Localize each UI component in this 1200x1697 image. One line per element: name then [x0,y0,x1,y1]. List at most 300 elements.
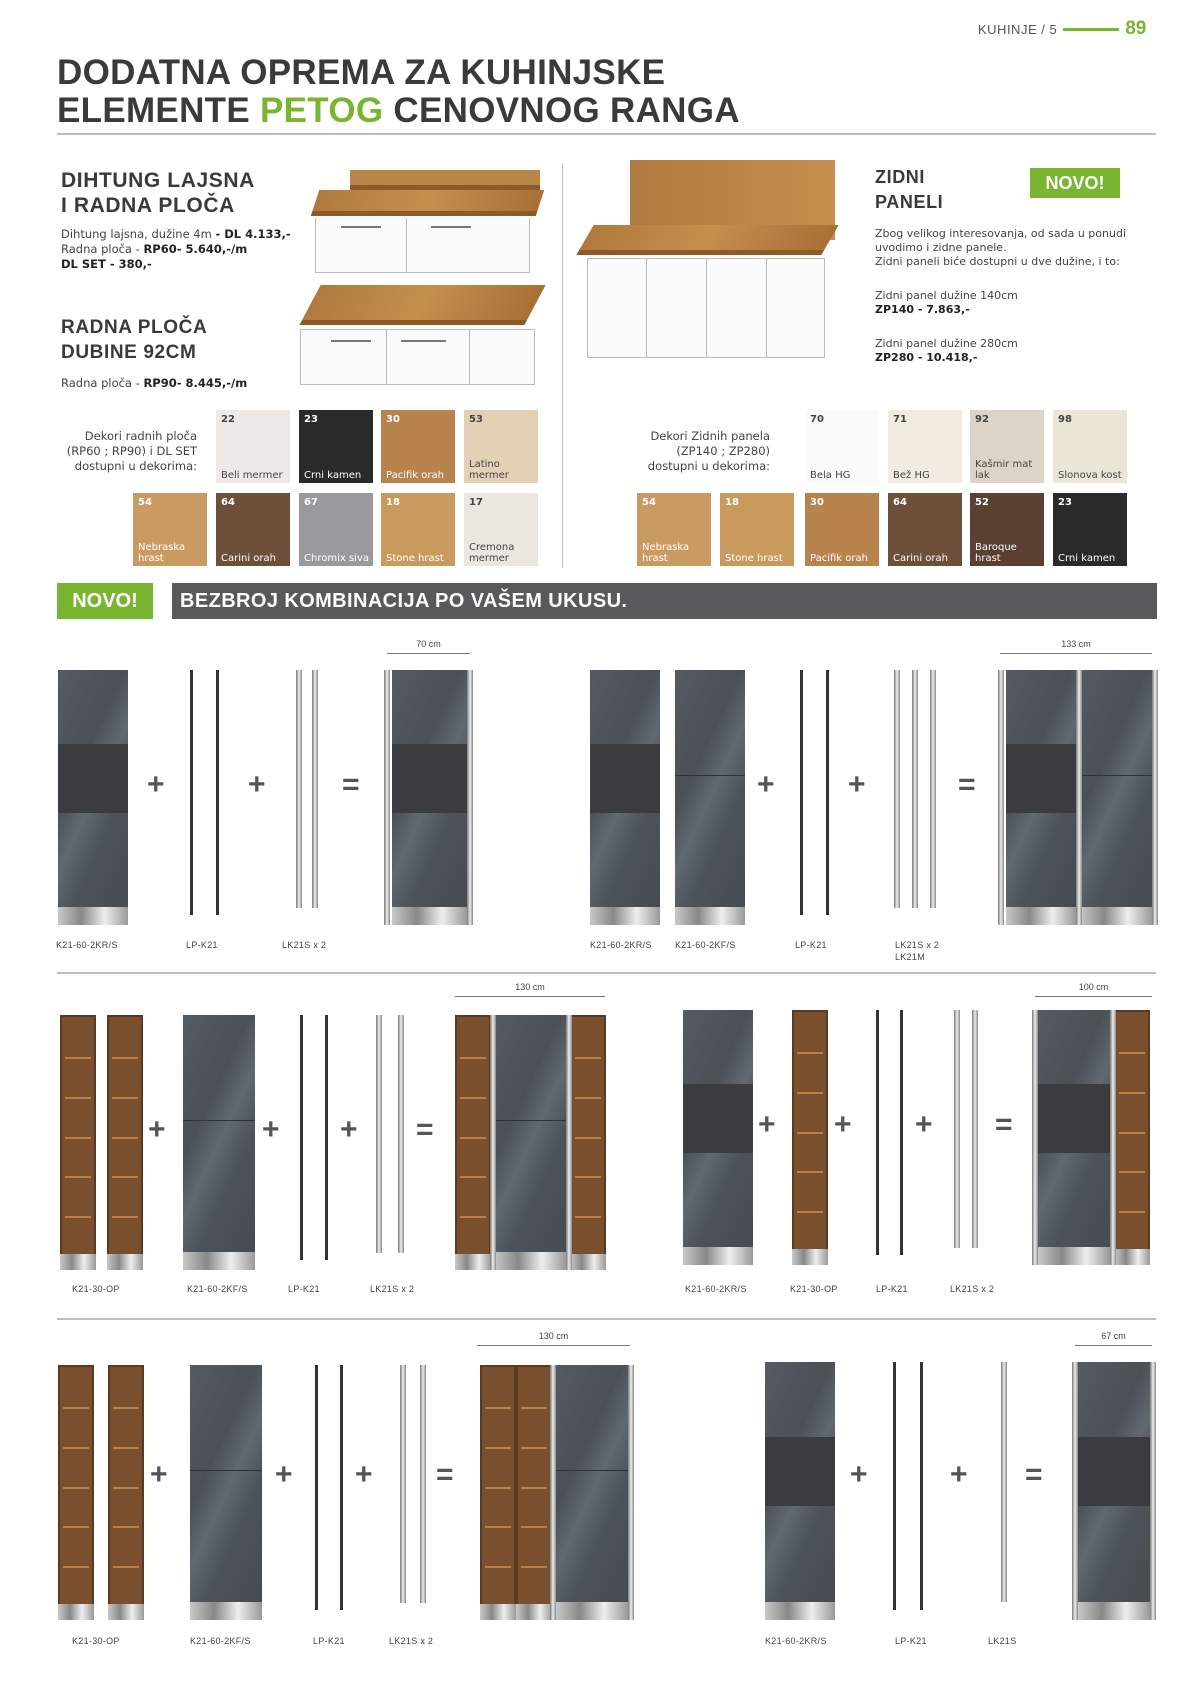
shelf [1119,1132,1145,1134]
component-code: K21-60-2KF/S [190,1636,251,1646]
open-shelf-cabinet [570,1015,606,1270]
plinth [1006,907,1076,925]
swatch-number: 23 [1058,497,1072,508]
dimension-label: 100 cm [1078,982,1109,992]
handle [331,340,371,342]
decor-swatch [133,493,207,566]
dimension-label: 67 cm [1101,1331,1126,1341]
swatch-name: Stone hrast [725,553,783,564]
shelf [1119,1052,1145,1054]
tall-cabinet-oven [1006,670,1076,925]
connecting-profile [1152,670,1158,925]
title-highlight: PETOG [260,91,384,130]
dimension-line [1075,1345,1152,1346]
decor-swatch [637,493,711,566]
oven-niche [392,744,467,813]
shelf [460,1097,486,1099]
open-shelf-cabinet [480,1365,516,1620]
text-line: dostupni u dekorima: [74,459,197,473]
door-split [183,1120,255,1121]
shelf [65,1057,91,1059]
swatch-name: Slonova kost [1058,470,1122,481]
connecting-profile [930,670,936,908]
heading-line: DUBINE 92CM [61,342,197,363]
connecting-profile [1001,1362,1007,1602]
text-line [61,242,311,257]
oven-niche [1006,744,1076,813]
component-code: LK21S x 2 [370,1284,415,1294]
plus-sign: + [150,1458,168,1491]
door-split [386,330,387,384]
connecting-profile [376,1015,382,1253]
section-heading-radna-ploca [61,315,207,365]
connecting-profile [400,1365,406,1603]
swatch-number: 98 [1058,414,1072,425]
plus-sign: + [355,1458,373,1491]
component-code: LP-K21 [876,1284,908,1294]
title-line-1: DODATNA OPREMA ZA KUHINJSKE [57,53,666,92]
decor-swatch [970,493,1044,566]
tall-cabinet-oven [1038,1010,1110,1265]
carcass [300,329,535,385]
plus-sign: + [262,1113,280,1146]
open-shelf-cabinet [107,1015,143,1270]
component-code: K21-60-2KF/S [187,1284,248,1294]
shelf [63,1526,89,1528]
open-shelf-cabinet [516,1365,552,1620]
swatch-number: 52 [975,497,989,508]
upstand [350,170,540,190]
plinth [183,1252,255,1270]
price: RP90- 8.445,-/m [143,376,248,390]
shelf [485,1447,511,1449]
shelf [65,1216,91,1218]
component-code: LK21S [988,1636,1017,1646]
component-code: LP-K21 [288,1284,320,1294]
door-split [494,1120,566,1121]
swatch-name: Pacifik orah [810,553,868,564]
component-code: LP-K21 [795,940,827,950]
swatch-name: Kašmir mat lak [975,459,1033,481]
plus-sign: + [758,1108,776,1141]
swatch-number: 64 [221,497,235,508]
plinth [190,1602,262,1620]
divider [57,133,1156,135]
text-line [875,303,1145,317]
dimension-line [1035,996,1152,997]
swatch-number: 64 [893,497,907,508]
plinth [1114,1249,1150,1265]
swatch-number: 71 [893,414,907,425]
tall-cabinet [183,1015,255,1270]
swatch-number: 54 [642,497,656,508]
handle [431,226,471,228]
text-line: Zidni panel dužine 140cm [875,289,1018,302]
text-line: (ZP140 ; ZP280) [676,444,770,458]
plinth [1080,907,1152,925]
connecting-profile [998,670,1004,925]
text-line: Zidni panel dužine 280cm [875,337,1018,350]
decor-swatch [805,410,879,483]
component-code: K21-60-2KR/S [685,1284,747,1294]
handle [341,226,381,228]
plinth [556,1602,628,1620]
plinth [58,907,128,925]
side-panel [325,1015,328,1260]
door-split [766,259,767,357]
swatch-number: 53 [469,414,483,425]
tall-cabinet-oven [590,670,660,925]
component-code: LK21S x 2 [282,940,327,950]
component-code: LK21S x 2 [895,940,940,950]
shelf [460,1176,486,1178]
plinth [590,907,660,925]
oven-niche [58,744,128,813]
door-split [190,1470,262,1471]
tall-cabinet-oven [392,670,467,925]
connecting-profile [398,1015,404,1253]
price: DL SET - 380,- [61,257,152,271]
connecting-profile [384,670,390,925]
shelf [1119,1171,1145,1173]
tall-cabinet-oven [683,1010,753,1265]
swatch-number: 67 [304,497,318,508]
decor-swatch [464,410,538,483]
page-number: 89 [1125,18,1147,39]
text: Radna ploča - [61,242,144,256]
door-split [556,1470,628,1471]
component-code: LP-K21 [313,1636,345,1646]
component-code: K21-60-2KR/S [590,940,652,950]
zidni-paneli-text [875,227,1145,365]
heading-line: PANELI [875,192,944,212]
door-split [675,775,745,776]
text-line: Zbog velikog interesovanja, od sada u ponudi [875,227,1126,240]
swatch-name: Carini orah [221,553,276,564]
text-line: (RP60 ; RP90) i DL SET [66,444,197,458]
section-heading-dihtung [61,168,255,218]
decor-swatch [299,410,373,483]
plus-sign: + [950,1458,968,1491]
swatch-name: Crni kamen [304,470,362,481]
plinth [392,907,467,925]
category-label: KUHINJE / 5 [978,21,1058,37]
oven-niche [1038,1084,1110,1153]
title-line-2 [57,92,740,130]
connecting-profile [954,1010,960,1248]
shelf [112,1176,138,1178]
swatch-number: 70 [810,414,824,425]
decor-swatch [1053,410,1127,483]
swatch-number: 17 [469,497,483,508]
page-title [57,54,740,130]
door-split [1080,775,1152,776]
side-panel [190,670,193,915]
heading-line: ZIDNI [875,167,925,187]
component-code: LP-K21 [895,1636,927,1646]
equals-sign: = [416,1113,434,1146]
open-shelf-cabinet [792,1010,828,1265]
swatch-name: Baroque hrast [975,542,1017,564]
plinth [494,1252,566,1270]
plinth [792,1249,828,1265]
plus-sign: + [275,1458,293,1491]
component-code: LP-K21 [186,940,218,950]
divider [57,1318,1156,1320]
door-split [469,330,470,384]
side-panel [876,1010,879,1255]
connecting-profile [972,1010,978,1248]
connecting-profile [912,670,918,908]
door-split [646,259,647,357]
shelf [460,1216,486,1218]
oven-niche [683,1084,753,1153]
plus-sign: + [757,768,775,801]
decor-swatch [805,493,879,566]
swatch-name: Pacifik orah [386,470,444,481]
door-split [406,218,407,272]
shelf [112,1057,138,1059]
carcass [315,218,530,273]
text-line [61,227,311,242]
shelf [521,1407,547,1409]
tall-cabinet-oven [765,1362,835,1620]
decor-swatch [888,410,962,483]
plus-sign: + [248,768,266,801]
combo-headline: BEZBROJ KOMBINACIJA PO VAŠEM UKUSU. [172,583,1157,619]
shelf [112,1137,138,1139]
equals-sign: = [1025,1458,1043,1491]
connecting-profile [1032,1010,1038,1265]
shelf [485,1566,511,1568]
dimension-label: 130 cm [515,982,545,992]
shelf [575,1216,601,1218]
price: ZP140 - 7.863,- [875,303,970,316]
side-panel [315,1365,318,1610]
illustration-dihtung-cabinet [315,168,540,273]
shelf [797,1132,823,1134]
side-panel [300,1015,303,1260]
connecting-profile [550,1365,556,1620]
tall-cabinet-oven [58,670,128,925]
price: - DL 4.133,- [215,227,291,241]
component-code: K21-60-2KR/S [765,1636,827,1646]
plus-sign: + [340,1113,358,1146]
dekor-label-left [60,429,197,474]
shelf [113,1447,139,1449]
shelf [63,1566,89,1568]
decor-swatch [216,410,290,483]
tall-cabinet [1080,670,1152,925]
component-code: K21-30-OP [72,1636,120,1646]
text-line: Zidni paneli biće dostupni u dve dužine, i to: [875,255,1120,268]
plinth [480,1604,516,1620]
open-shelf-cabinet [60,1015,96,1270]
decor-swatch [720,493,794,566]
tall-cabinet-oven [1078,1362,1150,1620]
new-badge: NOVO! [1030,168,1120,198]
connecting-profile [628,1365,634,1620]
handle [401,340,446,342]
component-code: K21-30-OP [72,1284,120,1294]
text-line: dostupni u dekorima: [647,459,770,473]
divider [57,972,1156,974]
connecting-profile [467,670,473,925]
header-line [1063,28,1119,31]
text-line [875,351,1145,365]
side-panel [826,670,829,915]
side-panel [340,1365,343,1610]
worktop [299,285,545,325]
connecting-profile [1150,1362,1156,1620]
swatch-name: Beli mermer [221,470,283,481]
radna-ploca-text [61,376,247,391]
swatch-name: Stone hrast [386,553,444,564]
door-split [706,259,707,357]
shelf [65,1176,91,1178]
shelf [797,1171,823,1173]
dimension-line [387,653,470,654]
swatch-name: Carini orah [893,553,948,564]
component-code: K21-30-OP [790,1284,838,1294]
shelf [65,1137,91,1139]
swatch-number: 22 [221,414,235,425]
worktop [576,225,838,255]
title-part: ELEMENTE [57,91,260,130]
swatch-number: 18 [386,497,400,508]
connecting-profile [566,1015,572,1270]
price: RP60- 5.640,-/m [143,242,248,256]
shelf [63,1487,89,1489]
title-part: CENOVNOG RANGA [383,91,740,130]
text-line: Dekori Zidnih panela [650,429,770,443]
equals-sign: = [995,1108,1013,1141]
side-panel [920,1362,923,1610]
shelf [797,1211,823,1213]
side-panel [800,670,803,915]
plinth [455,1254,491,1270]
connecting-profile [1076,670,1082,925]
swatch-number: 54 [138,497,152,508]
plinth [1038,1247,1110,1265]
shelf [113,1487,139,1489]
shelf [1119,1092,1145,1094]
plus-sign: + [915,1108,933,1141]
swatch-number: 18 [725,497,739,508]
tall-cabinet [556,1365,628,1620]
text-line: uvodimo i zidne panele. [875,241,1007,254]
shelf [797,1052,823,1054]
text: Radna ploča - [61,376,144,390]
column-divider [562,163,563,568]
component-code: LK21S x 2 [389,1636,434,1646]
shelf [63,1447,89,1449]
decor-swatch [970,410,1044,483]
connecting-profile [420,1365,426,1603]
tall-cabinet [190,1365,262,1620]
plinth [108,1604,144,1620]
text-line: Dekori radnih ploča [84,429,197,443]
text-line [61,257,311,272]
swatch-name: Bež HG [893,470,930,481]
swatch-name: Crni kamen [1058,553,1116,564]
shelf [65,1097,91,1099]
swatch-name: Cremona mermer [469,542,515,564]
shelf [113,1566,139,1568]
plinth [683,1247,753,1265]
decor-swatch [381,493,455,566]
new-badge-combo: NOVO! [57,583,153,619]
decor-swatch [381,410,455,483]
shelf [521,1526,547,1528]
shelf [113,1407,139,1409]
plinth [516,1604,552,1620]
shelf [112,1216,138,1218]
shelf [575,1057,601,1059]
oven-niche [765,1437,835,1507]
dimension-line [1000,653,1152,654]
swatch-name: Nebraska hrast [642,542,690,564]
plinth [765,1602,835,1620]
connecting-profile [296,670,302,908]
plinth [60,1254,96,1270]
shelf [113,1526,139,1528]
swatch-name: Nebraska hrast [138,542,186,564]
swatch-name: Chromix siva [304,553,369,564]
worktop [311,190,544,216]
connecting-profile [1110,1010,1116,1265]
shelf [485,1487,511,1489]
component-code: K21-60-2KF/S [675,940,736,950]
shelf [575,1176,601,1178]
swatch-number: 30 [810,497,824,508]
shelf [460,1057,486,1059]
shelf [485,1407,511,1409]
shelf [1119,1211,1145,1213]
plinth [675,907,745,925]
shelf [63,1407,89,1409]
dimension-label: 70 cm [416,639,441,649]
swatch-name: Bela HG [810,470,851,481]
shelf [521,1566,547,1568]
component-code: K21-60-2KR/S [56,940,118,950]
component-code: LK21S x 2 [950,1284,995,1294]
page-header [978,18,1154,40]
plus-sign: + [848,768,866,801]
open-shelf-cabinet [58,1365,94,1620]
open-shelf-cabinet [455,1015,491,1270]
tall-cabinet [675,670,745,925]
side-panel [900,1010,903,1255]
swatch-number: 92 [975,414,989,425]
dimension-label: 130 cm [538,1331,569,1341]
shelf [575,1137,601,1139]
decor-swatch [299,493,373,566]
plinth [58,1604,94,1620]
connecting-profile [1072,1362,1078,1620]
plus-sign: + [850,1458,868,1491]
dimension-label: 133 cm [1061,639,1091,649]
decor-swatch [1053,493,1127,566]
plus-sign: + [834,1108,852,1141]
shelf [575,1097,601,1099]
equals-sign: = [958,768,976,801]
decor-swatch [464,493,538,566]
connecting-profile [312,670,318,908]
side-panel [893,1362,896,1610]
equals-sign: = [342,768,360,801]
dimension-line [455,996,605,997]
